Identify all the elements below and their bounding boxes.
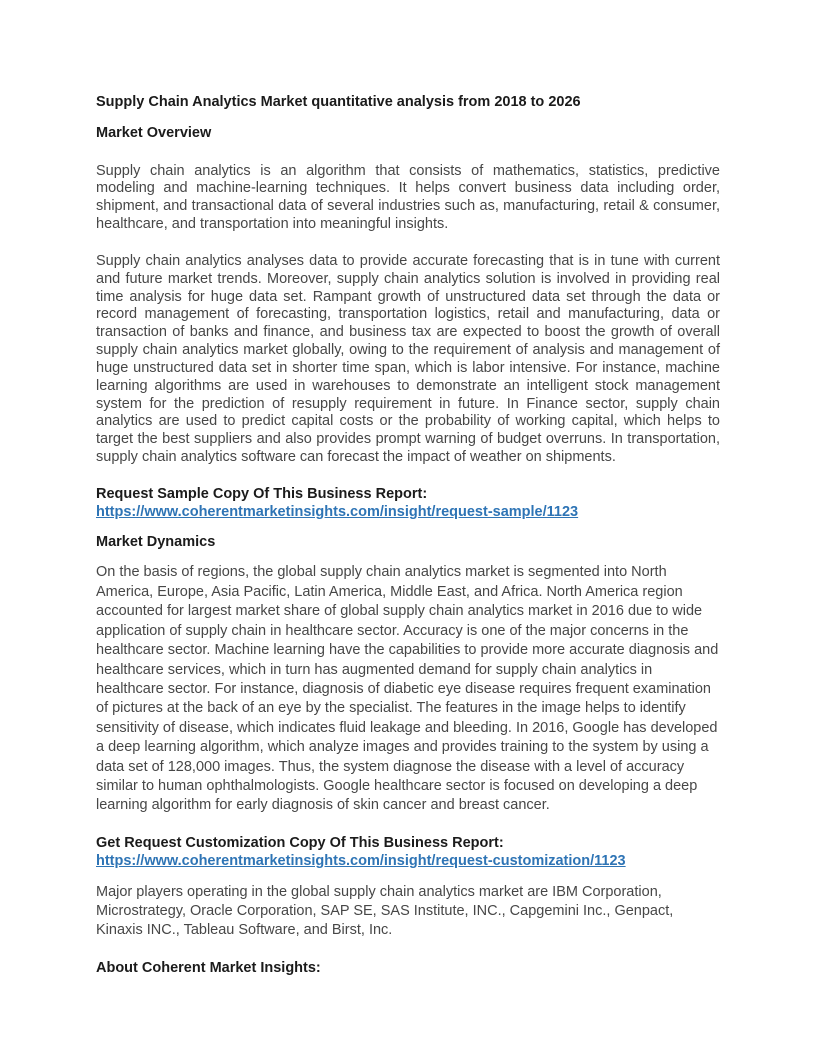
section-heading-market-overview: Market Overview <box>96 124 212 141</box>
request-customization-block <box>96 835 720 871</box>
paragraph-major-players: Major players operating in the global supply chain analytics market are IBM Corporation, Microstrategy, Oracle Corporation, SAP SE, SAS Institute, INC., Capgemini Inc., Genpact, Kinaxis INC., Tableau Software, and Birst, Inc. <box>96 883 674 939</box>
request-customization-link[interactable]: https://www.coherentmarketinsights.com/insight/request-customization/1123 <box>96 852 626 869</box>
paragraph-market-overview-1: Supply chain analytics is an algorithm that consists of mathematics, statistics, predictive modeling and machine-learning techniques. It helps convert business data including order, shipment, and transactional data of several industries such as, manufacturing, retail & consumer, healthcare, and transportation into meaningful insights. <box>96 162 720 233</box>
paragraph-market-dynamics: On the basis of regions, the global supply chain analytics market is segmented into North America, Europe, Asia Pacific, Latin America, Middle East, and Africa. North America region accounted for largest market share of global supply chain analytics market in 2016 due to wide application of supply chain in healthcare sector. Accuracy is one of the major concerns in the healthcare sector. Machine learning have the capabilities to provide more accurate diagnosis and healthcare services, which in turn has augmented demand for supply chain analytics in healthcare sector. For instance, diagnosis of diabetic eye disease requires frequent examination of pictures at the back of an eye by the specialist. The features in the image helps to identify sensitivity of disease, which indicates fluid leakage and bleeding. In 2016, Google has developed a deep learning algorithm, which analyze images and provides training to the system by using a data set of 128,000 images. Thus, the system diagnose the disease with a level of accuracy similar to human ophthalmologists. Google healthcare sector is focused on developing a deep learning algorithm for early diagnosis of skin cancer and breast cancer. <box>96 564 719 814</box>
request-sample-link[interactable]: https://www.coherentmarketinsights.com/insight/request-sample/1123 <box>96 503 579 520</box>
request-sample-label: Request Sample Copy Of This Business Report: <box>96 485 428 502</box>
document-title: Supply Chain Analytics Market quantitative analysis from 2018 to 2026 <box>96 94 581 110</box>
request-sample-block <box>96 486 720 522</box>
section-heading-market-dynamics: Market Dynamics <box>96 533 216 550</box>
request-customization-label: Get Request Customization Copy Of This Business Report: <box>96 834 504 851</box>
section-heading-about: About Coherent Market Insights: <box>96 959 321 976</box>
paragraph-market-overview-2: Supply chain analytics analyses data to provide accurate forecasting that is in tune with current and future market trends. Moreover, supply chain analytics solution is involved in providing real time analysis for huge data set. Rampant growth of unstructured data set through the data or record management of forecasting, transportation logistics, retail and manufacturing, data or transaction of banks and finance, and business tax are expected to boost the growth of overall supply chain analytics market globally, owing to the requirement of analysis and management of huge unstructured data set in shorter time span, which is labor intensive. For instance, machine learning algorithms are used in warehouses to demonstrate an intelligent stock management system for the prediction of resupply requirement in future. In Finance sector, supply chain analytics are used to predict capital costs or the probability of working capital, which helps to target the best suppliers and also provides prompt warning of budget overruns. In transportation, supply chain analytics software can forecast the impact of weather on shipments. <box>96 252 720 466</box>
